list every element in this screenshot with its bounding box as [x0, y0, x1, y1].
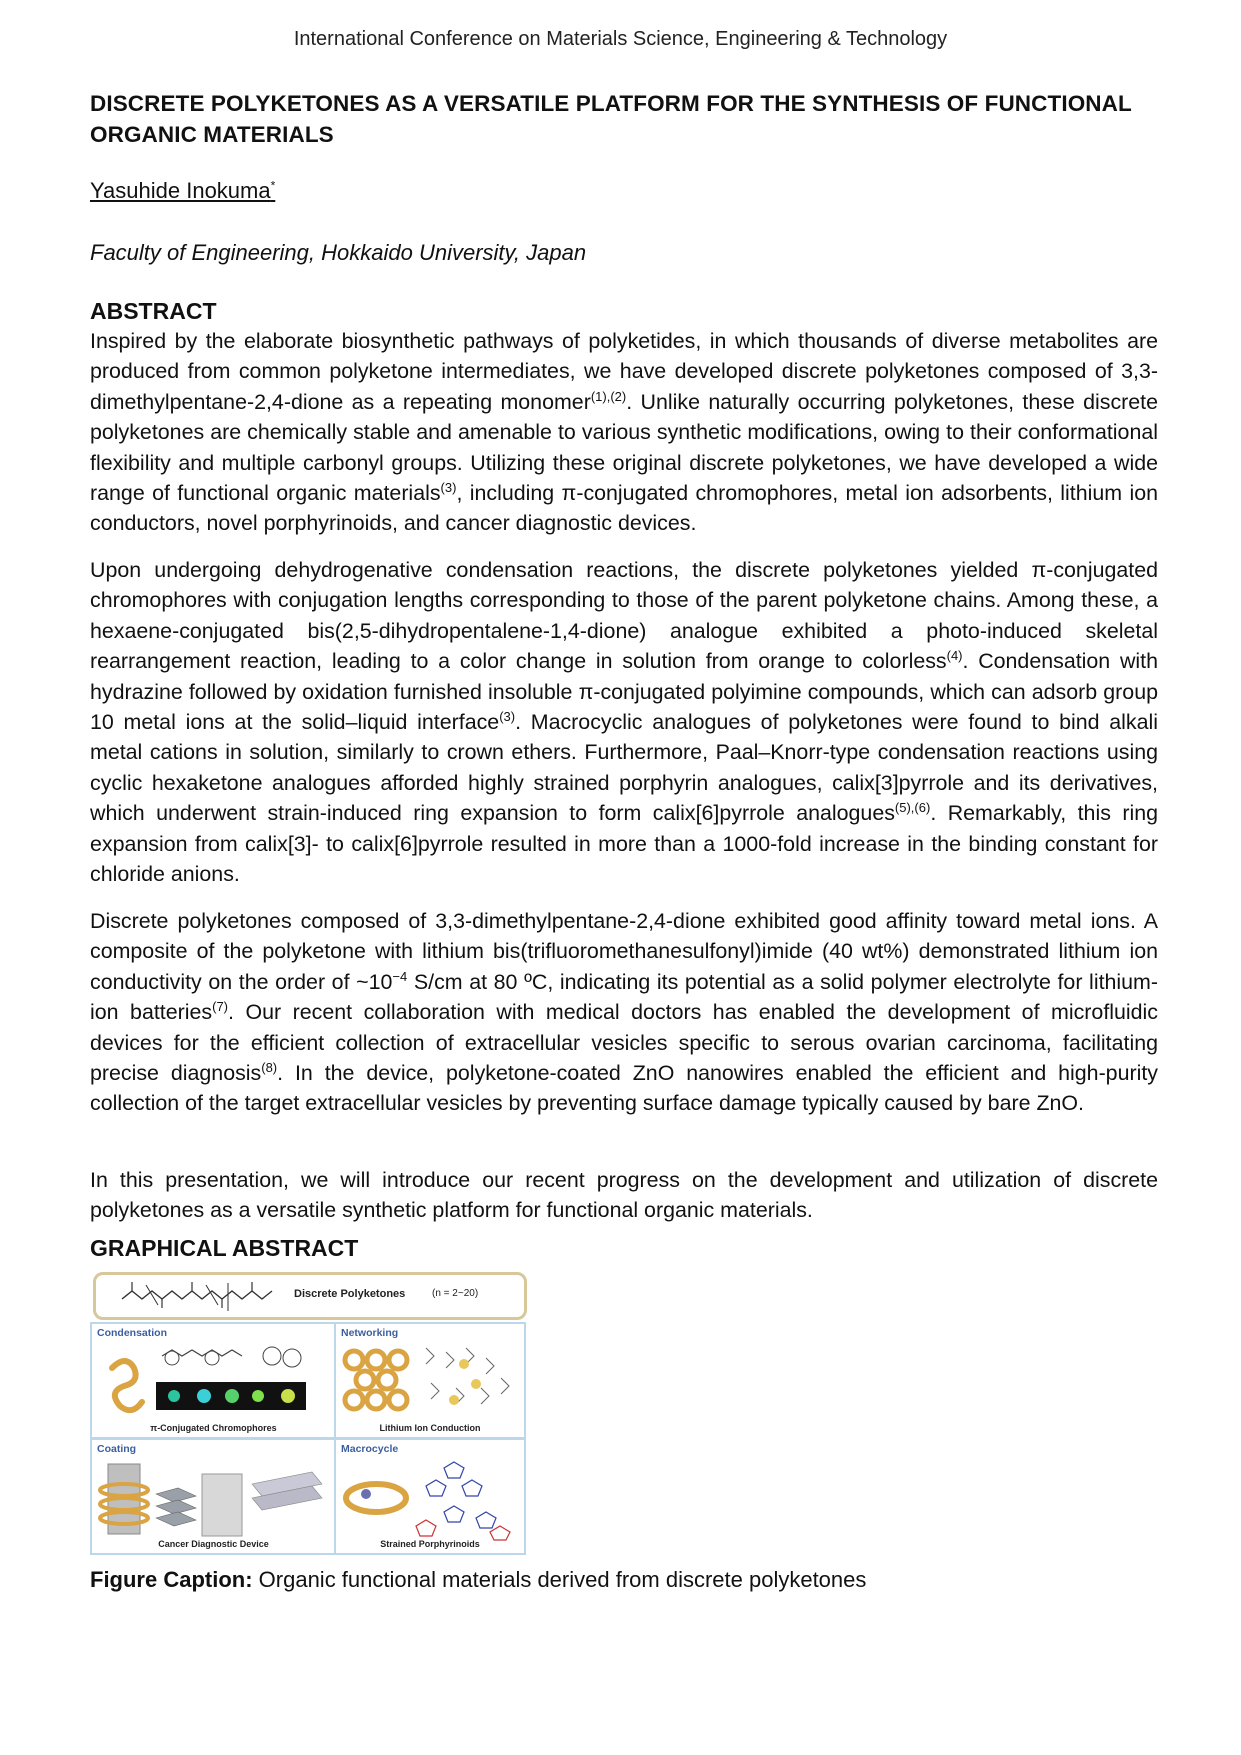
figure-caption-label: Figure Caption:: [90, 1567, 253, 1592]
text: . Unlike naturally occurring polyketones, these discrete polyketones are chemically stable and amenable to various synthetic modifications, owing to their conformational flexibility and multiple carbonyl groups. Utilizing these original discrete polyketones, we have developed a wide range of functional organic materials: [90, 389, 1158, 506]
text: . In the device, polyketone-coated ZnO nanowires enabled the efficient and high-purity collection of the target extracellular vesicles by preventing surface damage typically caused by bare ZnO.: [90, 1061, 1158, 1116]
author-mark: *: [270, 178, 276, 193]
paragraph-2: [90, 555, 1158, 889]
device-illustration: [92, 1454, 332, 1546]
polyketone-structure-banner: [93, 1272, 527, 1320]
reference: (8): [261, 1059, 278, 1075]
cell-label: Coating: [97, 1443, 137, 1455]
affiliation: Faculty of Engineering, Hokkaido University, Japan: [90, 240, 587, 265]
text: . Condensation with hydrazine followed by oxidation furnished insoluble π-conjugated polyimine compounds, which can adsorb group 10 metal ions at the solid–liquid interface: [90, 649, 1158, 735]
paragraph-4: In this presentation, we will introduce our recent progress on the development and utilization of discrete polyketones as a versatile synthetic platform for functional organic materials.: [90, 1168, 1158, 1223]
chromophore-illustration: [92, 1338, 332, 1430]
graphical-abstract-heading: GRAPHICAL ABSTRACT: [90, 1235, 359, 1261]
text: . Our recent collaboration with medical doctors has enabled the development of microfluidic devices for the efficient collection of extracellular vesicles specific to serous ovarian carcinoma, facilitating precise diagnosis: [90, 1000, 1159, 1086]
author-name: Yasuhide Inokuma: [90, 178, 271, 203]
text: S/cm at 80 ºC, indicating its potential as a solid polymer electrolyte for lithium-ion batteries: [90, 969, 1158, 1025]
exponent: −4: [392, 968, 408, 984]
reference: (4): [946, 648, 963, 664]
reference: (5),(6): [894, 800, 931, 816]
cell-macrocycle: [334, 1438, 526, 1555]
paragraph-1: [90, 326, 1158, 539]
cell-label: Macrocycle: [341, 1443, 399, 1455]
abstract-heading: ABSTRACT: [90, 298, 217, 324]
reference: (3): [440, 479, 457, 495]
cell-caption: π-Conjugated Chromophores: [150, 1423, 277, 1433]
figure-caption: [90, 1567, 866, 1593]
reference: (3): [499, 708, 516, 724]
cell-caption: Strained Porphyrinoids: [380, 1539, 480, 1549]
cell-caption: Cancer Diagnostic Device: [158, 1539, 269, 1549]
paper-title: DISCRETE POLYKETONES AS A VERSATILE PLATFORM FOR THE SYNTHESIS OF FUNCTIONAL ORGANIC MATERIALS: [90, 91, 1132, 147]
ga-top-n: (n = 2~20): [432, 1288, 479, 1299]
reference: (7): [212, 999, 228, 1015]
cell-coating: [90, 1438, 337, 1555]
polyketone-structure-icon: [116, 1275, 306, 1315]
cell-label: Networking: [341, 1327, 399, 1339]
text: Upon undergoing dehydrogenative condensation reactions, the discrete polyketones yielded π-conjugated chromophores with conjugation lengths corresponding to those of the parent polyketone chains. Among these, a hexaene-conjugated bis(2,5-dihydropentalene-1,4-dione) analogue exhibited a photo-induced skeletal rearrangement reaction, leading to a color change in solution from orange to colorless: [90, 558, 1158, 674]
text: . Macrocyclic analogues of polyketones were found to bind alkali metal cations in solution, similarly to crown ethers. Furthermore, Paal–Knorr-type condensation reactions using cyclic hexaketone analogues afforded highly strained porphyrin analogues, calix[3]pyrrole and its derivatives, which underwent strain-induced ring expansion to form calix[6]pyrrole analogues: [90, 710, 1158, 826]
author: [90, 178, 275, 204]
reference: (1),(2): [590, 388, 627, 404]
network-illustration: [336, 1338, 522, 1430]
cell-caption: Lithium Ion Conduction: [379, 1423, 481, 1433]
cell-networking: [334, 1322, 526, 1439]
cell-condensation: [90, 1322, 337, 1439]
conference-header: International Conference on Materials Science, Engineering & Technology: [293, 28, 948, 50]
paragraph-3: [90, 906, 1158, 1119]
porphyrinoid-illustration: [336, 1454, 522, 1546]
text: Inspired by the elaborate biosynthetic pathways of polyketides, in which thousands of diverse metabolites are produced from common polyketone intermediates, we have developed discrete polyketones composed of 3,3-dimethylpentane-2,4-dione as a repeating monomer: [90, 329, 1158, 414]
text: . Remarkably, this ring expansion from calix[3]- to calix[6]pyrrole resulted in more than a 1000-fold increase in the binding constant for chloride anions.: [90, 801, 1158, 887]
text: Discrete polyketones composed of 3,3-dimethylpentane-2,4-dione exhibited good affinity toward metal ions. A composite of the polyketone with lithium bis(trifluoromethanesulfonyl)imide (40 wt%) demonstrated lithium ion conductivity on the order of ~10: [90, 909, 1158, 994]
graphical-abstract-figure: [90, 1270, 526, 1558]
text: , including π-conjugated chromophores, metal ion adsorbents, lithium ion conductors, novel porphyrinoids, and cancer diagnostic devices.: [90, 481, 1158, 536]
cell-label: Condensation: [97, 1327, 167, 1339]
figure-caption-text: Organic functional materials derived from discrete polyketones: [252, 1567, 867, 1592]
ga-top-label: Discrete Polyketones: [294, 1288, 406, 1300]
